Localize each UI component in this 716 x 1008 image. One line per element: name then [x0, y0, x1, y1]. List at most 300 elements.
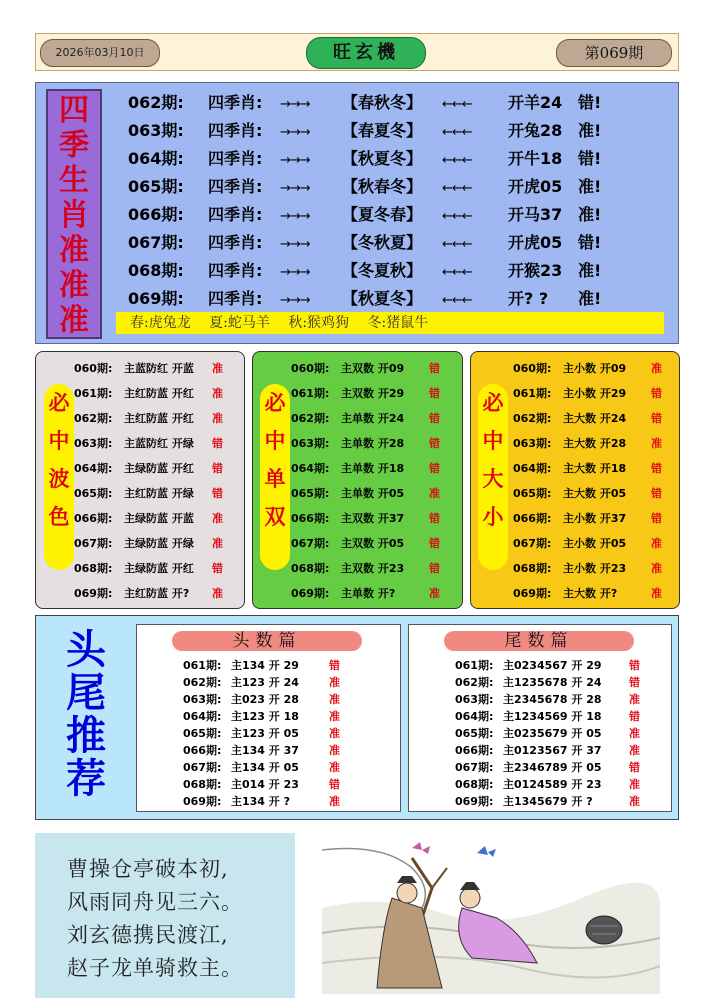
row-pick: 主红防蓝 开红 — [124, 387, 194, 400]
row-issue: 065期: — [455, 727, 494, 740]
story-illustration — [322, 838, 660, 994]
list-item — [513, 456, 671, 481]
side-title-char: 肖 — [59, 198, 89, 233]
list-item — [74, 556, 232, 581]
row-issue: 066期: — [74, 512, 113, 525]
row-result: 准 — [329, 727, 340, 740]
row-open: 开虎05 — [508, 177, 563, 196]
row-result: 错 — [212, 487, 223, 500]
poem-line: 刘玄德携民渡江, — [67, 923, 229, 947]
row-result: 错 — [651, 462, 662, 475]
row-result: 错 — [429, 437, 440, 450]
row-pick: 主单数 开28 — [341, 437, 405, 450]
arrow-right-icon: →→→ — [280, 209, 310, 224]
list-item — [291, 431, 449, 456]
row-pick: 主134 开 ? — [231, 795, 291, 808]
list-item — [291, 481, 449, 506]
arrow-left-icon: ←←← — [442, 181, 472, 196]
side-title-char: 必 — [48, 391, 70, 415]
row-issue: 069期: — [128, 289, 184, 308]
row-result: 错 — [629, 710, 640, 723]
row-result: 准 — [329, 795, 340, 808]
row-issue: 065期: — [513, 487, 552, 500]
row-open: 开? ? — [508, 289, 549, 308]
row-pick: 【秋夏冬】 — [342, 289, 423, 308]
row-pick: 主123 开 18 — [231, 710, 299, 723]
row-open: 开兔28 — [508, 121, 563, 140]
row-pick: 主2345678 开 28 — [503, 693, 602, 706]
row-label: 四季肖: — [208, 177, 263, 196]
row-issue: 069期: — [74, 587, 113, 600]
season-row — [128, 173, 618, 201]
season-row — [128, 89, 618, 117]
row-pick: 主双数 开09 — [341, 362, 405, 375]
row-result: 准 — [329, 710, 340, 723]
side-title-char: 头 — [66, 626, 106, 673]
season-row — [128, 257, 618, 285]
row-result: 准 — [212, 587, 223, 600]
list-item — [183, 759, 349, 776]
wave-color-panel — [35, 351, 245, 609]
row-issue: 068期: — [513, 562, 552, 575]
row-issue: 067期: — [128, 233, 184, 252]
arrow-right-icon: →→→ — [280, 237, 310, 252]
page-title: 旺玄機 — [306, 37, 426, 69]
arrow-left-icon: ←←← — [442, 209, 472, 224]
arrow-left-icon: ←←← — [442, 237, 472, 252]
tail-number-box — [408, 624, 672, 812]
list-item — [74, 581, 232, 606]
row-issue: 064期: — [183, 710, 222, 723]
row-pick: 主绿防蓝 开红 — [124, 562, 194, 575]
row-result: 错 — [651, 387, 662, 400]
row-issue: 064期: — [455, 710, 494, 723]
row-issue: 069期: — [513, 587, 552, 600]
row-pick: 主0123567 开 37 — [503, 744, 602, 757]
row-pick: 主双数 开37 — [341, 512, 405, 525]
row-result: 准 — [329, 676, 340, 689]
row-issue: 068期: — [128, 261, 184, 280]
arrow-right-icon: →→→ — [280, 181, 310, 196]
list-item — [513, 506, 671, 531]
row-result: 准! — [578, 205, 602, 224]
list-item — [513, 531, 671, 556]
list-item — [513, 356, 671, 381]
list-item — [291, 531, 449, 556]
row-issue: 064期: — [513, 462, 552, 475]
arrow-right-icon: →→→ — [280, 293, 310, 308]
side-title-char: 中 — [482, 429, 504, 453]
row-pick: 主小数 开09 — [563, 362, 627, 375]
list-item — [291, 556, 449, 581]
row-issue: 065期: — [74, 487, 113, 500]
row-issue: 068期: — [74, 562, 113, 575]
list-item — [74, 356, 232, 381]
row-issue: 069期: — [183, 795, 222, 808]
row-pick: 主大数 开24 — [563, 412, 627, 425]
row-label: 四季肖: — [208, 289, 263, 308]
list-item — [74, 431, 232, 456]
side-title-char: 尾 — [66, 669, 106, 716]
season-side-title — [46, 89, 102, 339]
row-pick: 主红防蓝 开绿 — [124, 487, 194, 500]
side-title-char: 单 — [264, 467, 286, 491]
side-title-char: 准 — [59, 268, 89, 303]
row-pick: 主小数 开05 — [563, 537, 627, 550]
row-pick: 主123 开 24 — [231, 676, 299, 689]
row-result: 错 — [629, 659, 640, 672]
side-title-char: 准 — [59, 303, 89, 338]
row-result: 错 — [429, 412, 440, 425]
row-result: 准 — [212, 362, 223, 375]
row-issue: 065期: — [183, 727, 222, 740]
row-pick: 主绿防蓝 开绿 — [124, 537, 194, 550]
row-pick: 主0124589 开 23 — [503, 778, 602, 791]
row-open: 开虎05 — [508, 233, 563, 252]
row-result: 准 — [629, 778, 640, 791]
season-side-title-text — [48, 93, 100, 338]
row-result: 准 — [429, 487, 440, 500]
row-result: 准 — [212, 387, 223, 400]
row-result: 准! — [578, 177, 602, 196]
row-pick: 【冬秋夏】 — [342, 233, 423, 252]
side-title-char: 四 — [59, 93, 89, 128]
issue-badge: 第069期 — [556, 39, 672, 67]
row-pick: 主123 开 05 — [231, 727, 299, 740]
row-result: 错 — [329, 778, 340, 791]
poem-line: 风雨同舟见三六。 — [67, 890, 243, 914]
wave-side-title — [44, 384, 74, 570]
row-issue: 062期: — [291, 412, 330, 425]
list-item — [291, 506, 449, 531]
row-result: 错 — [212, 437, 223, 450]
row-result: 准! — [578, 261, 602, 280]
list-item — [183, 776, 349, 793]
row-issue: 064期: — [291, 462, 330, 475]
row-issue: 063期: — [455, 693, 494, 706]
row-pick: 主红防蓝 开? — [124, 587, 190, 600]
row-pick: 主绿防蓝 开蓝 — [124, 512, 194, 525]
odd-even-side-title-text — [260, 384, 290, 536]
list-item — [455, 674, 649, 691]
row-issue: 064期: — [128, 149, 184, 168]
poem-line: 赵子龙单骑救主。 — [67, 956, 243, 980]
legend-winter: 冬:猪鼠牛 — [367, 315, 429, 331]
row-pick: 主双数 开29 — [341, 387, 405, 400]
row-issue: 068期: — [183, 778, 222, 791]
season-row — [128, 285, 618, 313]
row-pick: 【夏冬春】 — [342, 205, 423, 224]
row-result: 错 — [212, 562, 223, 575]
row-result: 准 — [629, 795, 640, 808]
list-item — [183, 674, 349, 691]
row-issue: 063期: — [291, 437, 330, 450]
row-pick: 主单数 开05 — [341, 487, 405, 500]
row-result: 错 — [329, 659, 340, 672]
side-title-char: 小 — [482, 505, 504, 529]
arrow-right-icon: →→→ — [280, 153, 310, 168]
row-result: 准 — [429, 587, 440, 600]
list-item — [455, 742, 649, 759]
list-item — [183, 742, 349, 759]
row-pick: 主大数 开18 — [563, 462, 627, 475]
side-title-char: 准 — [59, 233, 89, 268]
row-pick: 主绿防蓝 开红 — [124, 462, 194, 475]
row-issue: 061期: — [183, 659, 222, 672]
list-item — [513, 556, 671, 581]
row-issue: 067期: — [291, 537, 330, 550]
odd-even-side-title — [260, 384, 290, 570]
row-pick: 主双数 开05 — [341, 537, 405, 550]
row-issue: 062期: — [128, 93, 184, 112]
date-badge: 2026年03月10日 — [40, 39, 160, 67]
list-item — [183, 691, 349, 708]
season-row — [128, 145, 618, 173]
list-item — [513, 381, 671, 406]
row-pick: 主134 开 29 — [231, 659, 299, 672]
row-issue: 060期: — [74, 362, 113, 375]
row-pick: 主014 开 23 — [231, 778, 299, 791]
row-issue: 069期: — [291, 587, 330, 600]
list-item — [291, 456, 449, 481]
row-result: 准 — [629, 727, 640, 740]
row-result: 错 — [429, 462, 440, 475]
legend-autumn: 秋:猴鸡狗 — [288, 315, 350, 331]
row-issue: 066期: — [513, 512, 552, 525]
odd-even-panel — [252, 351, 463, 609]
list-item — [183, 725, 349, 742]
row-open: 开牛18 — [508, 149, 563, 168]
row-result: 错 — [651, 512, 662, 525]
row-issue: 065期: — [291, 487, 330, 500]
legend-summer: 夏:蛇马羊 — [209, 315, 270, 331]
row-pick: 主单数 开24 — [341, 412, 405, 425]
row-result: 错 — [212, 462, 223, 475]
side-title-char: 双 — [264, 505, 286, 529]
row-issue: 061期: — [513, 387, 552, 400]
row-label: 四季肖: — [208, 261, 263, 280]
row-issue: 066期: — [455, 744, 494, 757]
row-result: 错! — [578, 149, 602, 168]
row-pick: 主双数 开23 — [341, 562, 405, 575]
season-row — [128, 201, 618, 229]
row-pick: 主1345679 开 ? — [503, 795, 593, 808]
row-result: 准 — [212, 537, 223, 550]
list-item — [513, 406, 671, 431]
row-pick: 主蓝防红 开绿 — [124, 437, 194, 450]
side-title-char: 中 — [48, 429, 70, 453]
row-issue: 062期: — [513, 412, 552, 425]
row-issue: 060期: — [513, 362, 552, 375]
row-pick: 主单数 开18 — [341, 462, 405, 475]
row-issue: 066期: — [128, 205, 184, 224]
row-open: 开猴23 — [508, 261, 563, 280]
row-issue: 062期: — [455, 676, 494, 689]
arrow-left-icon: ←←← — [442, 153, 472, 168]
row-issue: 068期: — [291, 562, 330, 575]
season-zodiac-panel — [35, 82, 679, 344]
side-title-char: 波 — [48, 467, 70, 491]
row-issue: 062期: — [74, 412, 113, 425]
row-pick: 主红防蓝 开红 — [124, 412, 194, 425]
row-result: 错! — [578, 233, 602, 252]
poem-line: 曹操仓亭破本初, — [67, 857, 229, 881]
row-issue: 066期: — [291, 512, 330, 525]
row-open: 开羊24 — [508, 93, 563, 112]
row-open: 开马37 — [508, 205, 563, 224]
row-pick: 主0235679 开 05 — [503, 727, 602, 740]
arrow-left-icon: ←←← — [442, 97, 472, 112]
row-pick: 主小数 开37 — [563, 512, 627, 525]
row-result: 准 — [329, 744, 340, 757]
list-item — [183, 657, 349, 674]
list-item — [455, 725, 649, 742]
row-label: 四季肖: — [208, 121, 263, 140]
head-tail-panel — [35, 615, 679, 820]
row-pick: 主023 开 28 — [231, 693, 299, 706]
row-result: 错 — [629, 761, 640, 774]
row-pick: 【秋夏冬】 — [342, 149, 423, 168]
list-item — [455, 759, 649, 776]
list-item — [183, 708, 349, 725]
list-item — [74, 456, 232, 481]
row-issue: 061期: — [291, 387, 330, 400]
side-title-char: 荐 — [66, 755, 106, 802]
row-result: 准 — [629, 744, 640, 757]
row-pick: 主1235678 开 24 — [503, 676, 602, 689]
list-item — [455, 691, 649, 708]
row-result: 准 — [651, 362, 662, 375]
side-title-char: 色 — [48, 505, 70, 529]
row-result: 错 — [429, 512, 440, 525]
row-issue: 069期: — [455, 795, 494, 808]
big-small-side-title-text — [478, 384, 508, 536]
season-row — [128, 117, 618, 145]
list-item — [74, 531, 232, 556]
list-item — [74, 406, 232, 431]
row-issue: 061期: — [74, 387, 113, 400]
tail-number-title: 尾数篇 — [444, 631, 634, 651]
list-item — [291, 356, 449, 381]
big-small-panel — [470, 351, 680, 609]
list-item — [183, 793, 349, 810]
poem-box — [35, 833, 295, 998]
header-bar — [35, 33, 679, 71]
row-pick: 主小数 开23 — [563, 562, 627, 575]
row-result: 准 — [329, 693, 340, 706]
row-result: 错 — [629, 676, 640, 689]
season-row — [128, 229, 618, 257]
side-title-char: 必 — [482, 391, 504, 415]
row-pick: 【冬夏秋】 — [342, 261, 423, 280]
row-issue: 067期: — [513, 537, 552, 550]
row-result: 准! — [578, 121, 602, 140]
row-issue: 063期: — [183, 693, 222, 706]
row-result: 准 — [212, 412, 223, 425]
wave-side-title-text — [44, 384, 74, 536]
list-item — [513, 581, 671, 606]
list-item — [455, 657, 649, 674]
head-number-box — [136, 624, 401, 812]
row-label: 四季肖: — [208, 93, 263, 112]
row-result: 错 — [651, 412, 662, 425]
row-pick: 主大数 开28 — [563, 437, 627, 450]
side-title-char: 大 — [482, 467, 504, 491]
row-pick: 主小数 开29 — [563, 387, 627, 400]
row-pick: 主2346789 开 05 — [503, 761, 602, 774]
list-item — [291, 381, 449, 406]
arrow-right-icon: →→→ — [280, 97, 310, 112]
row-pick: 主1234569 开 18 — [503, 710, 602, 723]
row-issue: 065期: — [128, 177, 184, 196]
row-result: 错 — [651, 487, 662, 500]
list-item — [455, 708, 649, 725]
big-small-side-title — [478, 384, 508, 570]
arrow-left-icon: ←←← — [442, 265, 472, 280]
row-result: 错 — [429, 362, 440, 375]
row-issue: 063期: — [128, 121, 184, 140]
arrow-left-icon: ←←← — [442, 125, 472, 140]
row-label: 四季肖: — [208, 205, 263, 224]
row-result: 准 — [212, 512, 223, 525]
row-pick: 主蓝防红 开蓝 — [124, 362, 194, 375]
row-pick: 主单数 开? — [341, 587, 396, 600]
row-pick: 【秋春冬】 — [342, 177, 423, 196]
arrow-right-icon: →→→ — [280, 265, 310, 280]
row-issue: 067期: — [183, 761, 222, 774]
side-title-char: 生 — [59, 163, 89, 198]
row-pick: 主134 开 37 — [231, 744, 299, 757]
list-item — [455, 793, 649, 810]
list-item — [291, 406, 449, 431]
arrow-left-icon: ←←← — [442, 293, 472, 308]
row-pick: 主134 开 05 — [231, 761, 299, 774]
row-issue: 060期: — [291, 362, 330, 375]
row-result: 准 — [651, 562, 662, 575]
row-issue: 066期: — [183, 744, 222, 757]
row-result: 准 — [651, 437, 662, 450]
list-item — [513, 431, 671, 456]
side-title-char: 季 — [59, 128, 89, 163]
row-result: 错 — [429, 562, 440, 575]
row-issue: 062期: — [183, 676, 222, 689]
row-label: 四季肖: — [208, 233, 263, 252]
list-item — [74, 381, 232, 406]
row-result: 准! — [578, 289, 602, 308]
side-title-char: 必 — [264, 391, 286, 415]
row-pick: 主大数 开05 — [563, 487, 627, 500]
row-result: 准 — [651, 537, 662, 550]
list-item — [291, 581, 449, 606]
row-pick: 【春秋冬】 — [342, 93, 423, 112]
season-legend — [116, 312, 664, 334]
row-label: 四季肖: — [208, 149, 263, 168]
row-result: 准 — [329, 761, 340, 774]
side-title-char: 推 — [66, 712, 106, 759]
head-tail-side-title — [46, 628, 126, 818]
list-item — [455, 776, 649, 793]
row-issue: 063期: — [74, 437, 113, 450]
row-issue: 064期: — [74, 462, 113, 475]
row-pick: 主大数 开? — [563, 587, 618, 600]
row-result: 准 — [651, 587, 662, 600]
head-number-title: 头数篇 — [172, 631, 362, 651]
list-item — [513, 481, 671, 506]
row-issue: 067期: — [74, 537, 113, 550]
row-issue: 068期: — [455, 778, 494, 791]
row-result: 错! — [578, 93, 602, 112]
row-pick: 【春夏冬】 — [342, 121, 423, 140]
